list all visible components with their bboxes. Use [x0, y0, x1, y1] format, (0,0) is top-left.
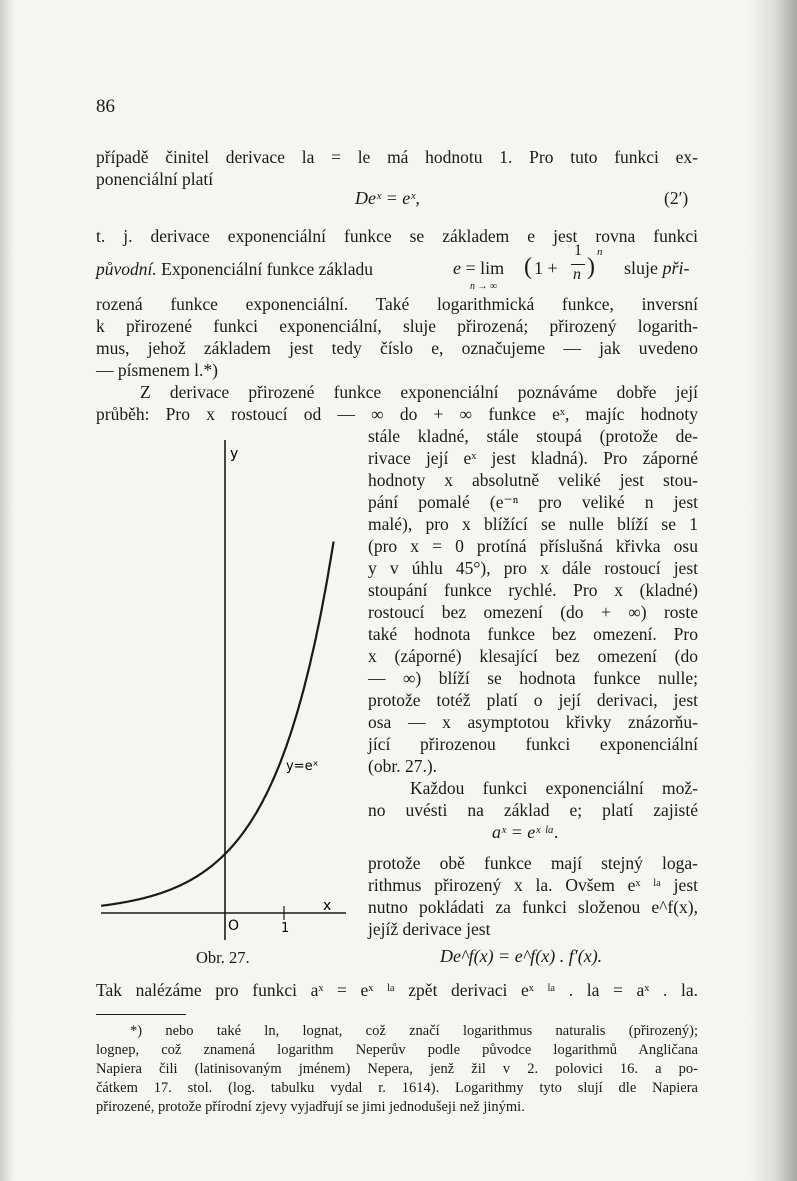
side-text-line: hodnoty x absolutně veliké jest stou- [368, 470, 698, 490]
side-text-line: malé), pro x blížící se nulle blíží se 1 [368, 514, 698, 534]
text-line-conclusion: Tak nalézáme pro funkci aˣ = eˣ ˡᵃ zpět derivaci eˣ ˡᵃ . la = aˣ . la. [96, 980, 698, 1000]
limit-one-plus: 1 + [534, 258, 558, 278]
footnote-line: *) nebo také ln, lognat, což značí logarithmus naturalis (přirozený); [130, 1023, 698, 1039]
equation-derivative-exp: Deˣ = eˣ, [355, 188, 420, 208]
text-line: — písmenem l.*) [96, 360, 218, 380]
side-text-line: no uvésti na základ e; platí zajisté [368, 800, 698, 820]
y-axis-label: y [230, 446, 239, 462]
side-text-line: protože obě funkce mají stejný loga- [368, 853, 698, 873]
text-line: rozená funkce exponenciální. Také logarithmická funkce, inversní [96, 294, 698, 314]
limit-suffix: sluje při- [624, 258, 690, 278]
footnote-line: lognep, což znamená logarithm Neperův podle původce logarithmů Angličana [96, 1042, 698, 1058]
side-text-line: (obr. 27.). [368, 756, 438, 776]
figure-svg [96, 430, 358, 960]
side-text-line: rivace její eˣ jest kladná). Pro záporné [368, 448, 698, 468]
limit-exponent: n [597, 246, 603, 258]
side-text-line: protože totéž platí o její derivaci, jest [368, 690, 698, 710]
footnote-rule [96, 1014, 186, 1015]
text-line: mus, jehož základem jest tedy číslo e, označujeme — jak uvedeno [96, 338, 698, 358]
text-line: Z derivace přirozené funkce exponenciální poznáváme dobře její [140, 382, 698, 402]
origin-label: O [228, 918, 240, 934]
limit-subscript: n → ∞ [470, 281, 498, 292]
exponential-curve [101, 542, 334, 906]
footnote-line: přirozené, protože přírodní zjevy vyjadřují se jimi jednodušeji než jinými. [96, 1099, 525, 1115]
side-text-line: rithmus přirozený x la. Ovšem eˣ ˡᵃ jest [368, 875, 698, 895]
equation-number: (2′) [664, 188, 689, 208]
curve-label: y=eˣ [286, 759, 319, 774]
x-axis-label: x [323, 898, 332, 914]
side-text-line: nutno pokládati za funkci složenou e^f(x), [368, 897, 698, 917]
page-number: 86 [96, 96, 115, 117]
text-line: případě činitel derivace la = le má hodnotu 1. Pro tuto funkci ex- [96, 147, 698, 167]
equation-base-change: aˣ = eˣ ˡᵃ. [492, 822, 559, 842]
side-text-line: Každou funkci exponenciální mož- [410, 778, 698, 798]
fraction-bar [571, 264, 585, 265]
footnote-line: Napiera čili (latinisovaným jménem) Nepera, jenž žil v 2. polovici 16. a po- [96, 1061, 698, 1077]
side-text-line: stoupání funkce rychlé. Pro x (kladné) [368, 580, 698, 600]
limit-paren-open: ( [524, 254, 532, 280]
text-line: průběh: Pro x rostoucí od — ∞ do + ∞ funkce eˣ, majíc hodnoty [96, 404, 698, 424]
page-edge-shadow-left [0, 0, 14, 1181]
fraction-denominator: n [573, 266, 581, 283]
page-edge-shadow-right [749, 0, 797, 1181]
side-text-line: x (záporné) klesající bez omezení (do [368, 646, 698, 666]
side-text-line: rostoucí bez omezení (do + ∞) roste [368, 602, 698, 622]
figure-caption: Obr. 27. [196, 948, 250, 967]
equation-composite-derivative: De^f(x) = e^f(x) . f′(x). [440, 946, 603, 966]
side-text-line: jící přirozenou funkci exponenciální [368, 734, 698, 754]
side-text-line: (pro x = 0 protíná příslušná křivka osu [368, 536, 698, 556]
side-text-line: osa — x asymptotou křivky znázorňu- [368, 712, 698, 732]
text-line-limit: původní. Exponenciální funkce základu [96, 259, 373, 279]
limit-paren-close: ) [587, 254, 595, 280]
text-line: t. j. derivace exponenciální funkce se základem e jest rovna funkci [96, 226, 698, 246]
side-text-line: také hodnota funkce bez omezení. Pro [368, 624, 698, 644]
side-text-line: jejíž derivace jest [368, 919, 491, 939]
x-tick-label: 1 [281, 921, 290, 936]
figure-exponential-curve [96, 430, 358, 960]
fraction-numerator: 1 [574, 242, 582, 259]
limit-expression: e = lim [453, 258, 505, 278]
text-line: k přirozené funkci exponenciální, sluje přirozená; přirozený logarith- [96, 316, 698, 336]
text-line: ponenciální platí [96, 169, 214, 189]
side-text-line: pání pomalé (e⁻ⁿ pro veliké n jest [368, 492, 698, 512]
footnote-line: čátkem 17. stol. (log. tabulku vydal r. 1614). Logarithmy tyto slují dle Napiera [96, 1080, 698, 1096]
side-text-line: — ∞) blíží se hodnota funkce nulle; [368, 668, 698, 688]
side-text-line: stále kladné, stále stoupá (protože de- [368, 426, 698, 446]
side-text-line: y v úhlu 45°), pro x dále rostoucí jest [368, 558, 698, 578]
